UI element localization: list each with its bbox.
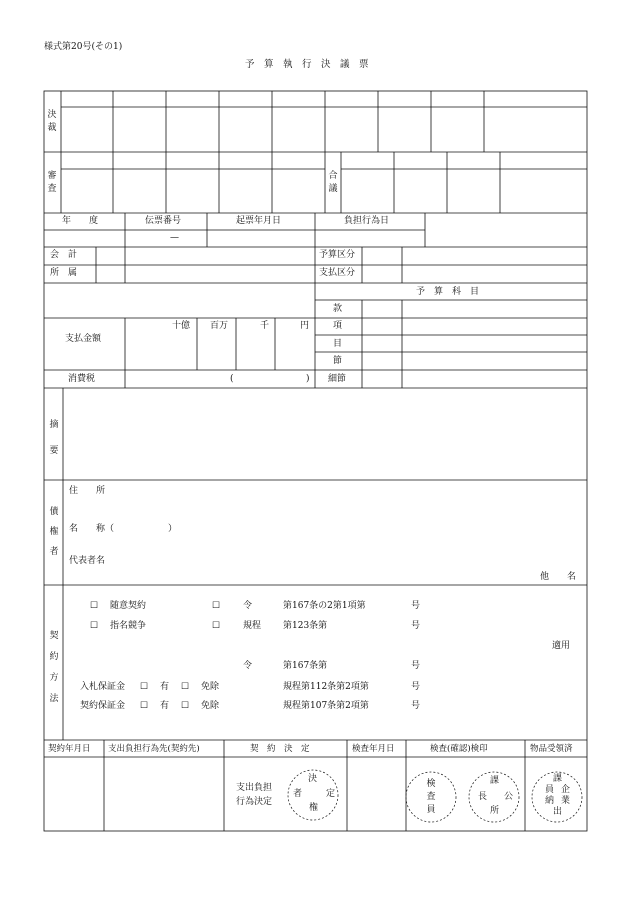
article-1: 第167条の2第1項第 [283,601,366,611]
go-1: 号 [411,601,421,611]
futan-label: 負担行為日 [344,216,390,226]
denpyo-dash: — [170,233,179,243]
seal-kettei-3: 定 [326,789,336,799]
seal-kettei-4: 権 [309,803,319,813]
nyusatsu-yu-label: 有 [160,682,170,692]
seal-kensa-1: 検 [426,779,436,789]
gougi-label: 合議 [328,171,338,194]
go-4: 号 [411,682,421,692]
yosan-kubun-label: 予算区分 [319,250,356,260]
shishutsu-kettei-line2: 行為決定 [236,797,273,807]
form-number: 様式第20号(その1) [44,42,123,52]
unit-en: 円 [300,321,310,331]
others-label: 他 名 [540,572,577,582]
kamoku-kan: 款 [333,304,343,314]
name-label: 名 称（ ） [69,524,178,534]
hosho-menjo-checkbox[interactable]: ☐ [181,701,190,711]
hosho-yu-label: 有 [160,701,170,711]
shiharai-kubun-label: 支払区分 [319,268,356,278]
seal-kettei-2: 者 [293,789,303,799]
kensa-in-label: 検査(確認)検印 [430,744,488,754]
buppin-label: 物品受領済 [530,744,573,754]
seal-kacho-2: 長 [478,792,488,802]
nyusatsu-menjo-label: 免除 [201,682,220,692]
keiyaku-hosho-label: 契約保証金 [80,701,126,711]
shimei-label: 指名競争 [110,621,147,631]
kamoku-moku: 目 [333,339,343,349]
seal-kettei-1: 決 [308,774,318,784]
seal-kacho-3: 公 [504,792,514,802]
go-5: 号 [411,701,421,711]
tekiyo-label: 摘要 [49,420,59,456]
zuii-checkbox[interactable]: ☐ [90,601,99,611]
article-3: 第167条第 [283,661,328,671]
kaikei-label: 会 計 [50,250,78,260]
unit-sen: 千 [260,321,270,331]
keiyaku-kettei-label: 契 約 決 定 [250,744,310,754]
yosan-kamoku-label: 予 算 科 目 [416,287,480,297]
article-5: 規程第107条第2項第 [283,701,369,711]
rep-label: 代表者名 [69,556,106,566]
nyusatsu-label: 入札保証金 [80,682,126,692]
seal-buppin-6: 出 [553,807,563,817]
article-2: 第123条第 [283,621,328,631]
hosho-yu-checkbox[interactable]: ☐ [140,701,149,711]
tekiyo-apply-label: 適用 [552,641,571,651]
kessai-label: 決裁 [47,110,57,133]
shozoku-label: 所 属 [50,268,78,278]
tax-label: 消費税 [68,374,96,384]
seal-buppin-3: 企 [561,785,571,795]
shimei-checkbox[interactable]: ☐ [90,621,99,631]
kitei-checkbox[interactable]: ☐ [212,621,221,631]
kensa-date-label: 検査年月日 [352,744,395,754]
form-title: 予 算 執 行 決 議 票 [245,59,369,70]
seal-buppin-5: 業 [561,796,571,806]
keiyaku-label: 契約方法 [49,631,59,704]
rei-label-1: 令 [243,601,253,611]
keiyaku-date-label: 契約年月日 [48,744,91,754]
denpyo-label: 伝票番号 [145,216,182,226]
seal-kacho-4: 所 [490,806,500,816]
seal-kacho-1: 課 [490,776,500,786]
tax-paren-close: ) [306,374,310,384]
rei-label-2: 令 [243,661,253,671]
tax-paren-open: ( [230,374,234,384]
seal-buppin-1: 課 [553,774,563,784]
kitei-label: 規程 [243,621,262,631]
seal-kensa [425,778,437,817]
kamoku-setsu: 節 [333,356,343,366]
shishutsu-kettei-line1: 支出負担 [236,783,273,793]
saikensha-label: 債権者 [49,507,59,557]
unit-jukoku: 十億 [172,321,191,331]
rei-checkbox[interactable]: ☐ [212,601,221,611]
nyusatsu-menjo-checkbox[interactable]: ☐ [181,682,190,692]
hosho-menjo-label: 免除 [201,701,220,711]
nyusatsu-yu-checkbox[interactable]: ☐ [140,682,149,692]
shishutsu-saki-label: 支出負担行為先(契約先) [108,744,200,754]
kamoku-kou: 項 [333,321,343,331]
unit-hyakuman: 百万 [210,321,229,331]
shinsa-label: 審査 [47,171,57,194]
seal-buppin-2: 員 [545,785,555,795]
go-2: 号 [411,621,421,631]
nendo-label: 年 度 [62,216,99,226]
amount-label: 支払金額 [65,334,102,344]
address-label: 住 所 [69,486,106,496]
kihyo-label: 起票年月日 [236,216,282,226]
go-3: 号 [411,661,421,671]
seal-kensa-3: 員 [426,805,436,815]
kamoku-saisetsu: 細節 [328,374,347,384]
zuii-label: 随意契約 [110,601,147,611]
article-4: 規程第112条第2項第 [283,682,369,692]
seal-buppin-4: 納 [545,796,555,806]
seal-kensa-2: 査 [426,792,436,802]
